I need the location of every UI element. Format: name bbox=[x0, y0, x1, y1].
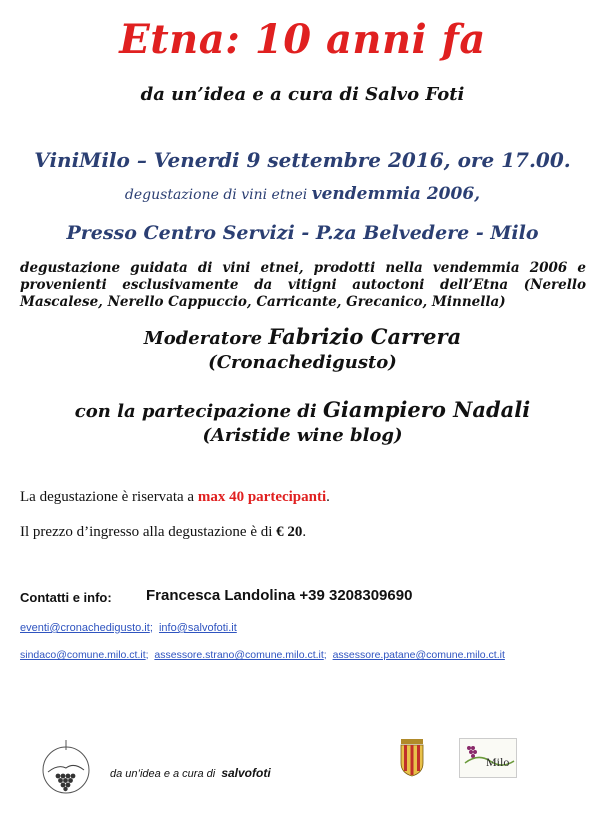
email-row-2: sindaco@comune.milo.ct.it; assessore.strano@comune.milo.ct.it; assessore.patane@comune.milo.ct.it bbox=[20, 649, 505, 661]
price-line bbox=[20, 524, 306, 541]
tasting-line bbox=[0, 184, 605, 204]
email-link[interactable]: assessore.patane@comune.milo.ct.it bbox=[332, 649, 505, 661]
reservation-suffix: . bbox=[326, 489, 330, 505]
event-date-line: ViniMilo – Venerdi 9 settembre 2016, ore 17.00. bbox=[34, 148, 571, 172]
footer-credit bbox=[110, 766, 271, 780]
milo-logo-text: Milo bbox=[486, 755, 510, 769]
participation-prefix: con la partecipazione di bbox=[74, 401, 317, 422]
contact-name-phone: Francesca Landolina +39 3208309690 bbox=[146, 587, 413, 604]
page-title: Etna: 10 anni fa bbox=[119, 16, 486, 63]
participation-block bbox=[0, 398, 605, 448]
price-prefix: Il prezzo d’ingresso alla degustazione è di bbox=[20, 524, 273, 540]
page-subtitle: da un’idea e a cura di Salvo Foti bbox=[140, 84, 465, 105]
email-link[interactable]: assessore.strano@comune.milo.ct.it bbox=[154, 649, 324, 661]
email-link[interactable]: sindaco@comune.milo.ct.it bbox=[20, 649, 146, 661]
tasting-vintage: vendemmia 2006, bbox=[311, 184, 481, 204]
event-description: degustazione guidata di vini etnei, prodotti nella vendemmia 2006 e provenienti esclusivamente da vitigni autoctoni dell’Etna (Nerello Mascalese, Nerello Cappuccio, Carricante, Grecanico, Minnella) bbox=[20, 260, 586, 310]
tasting-prefix: degustazione di vini etnei bbox=[124, 187, 308, 203]
participant-name: Giampiero Nadali bbox=[323, 397, 531, 422]
moderator-org: (Cronachedigusto) bbox=[208, 352, 397, 373]
reservation-line bbox=[20, 489, 330, 506]
coat-of-arms-icon bbox=[397, 737, 427, 777]
email-row-1: eventi@cronachedigusto.it; info@salvofoti.it bbox=[20, 622, 237, 634]
participant-org: (Aristide wine blog) bbox=[202, 425, 403, 446]
moderator-prefix: Moderatore bbox=[143, 328, 263, 349]
moderator-block bbox=[0, 325, 605, 375]
email-link[interactable]: eventi@cronachedigusto.it bbox=[20, 622, 150, 634]
footer-credit-prefix: da un’idea e a cura di bbox=[110, 768, 216, 780]
moderator-name: Fabrizio Carrera bbox=[268, 324, 462, 349]
footer-credit-signature: salvofoti bbox=[221, 766, 271, 780]
event-place: Presso Centro Servizi - P.za Belvedere - Milo bbox=[66, 222, 539, 244]
price-suffix: . bbox=[302, 524, 307, 540]
email-link[interactable]: info@salvofoti.it bbox=[158, 622, 237, 634]
salvofoti-logo bbox=[38, 738, 94, 798]
milo-logo bbox=[459, 738, 517, 778]
reservation-prefix: La degustazione è riservata a bbox=[20, 489, 195, 505]
reservation-max: max 40 partecipanti bbox=[197, 489, 327, 505]
contacts-label: Contatti e info: bbox=[20, 590, 112, 605]
price-value: € 20 bbox=[276, 524, 303, 540]
